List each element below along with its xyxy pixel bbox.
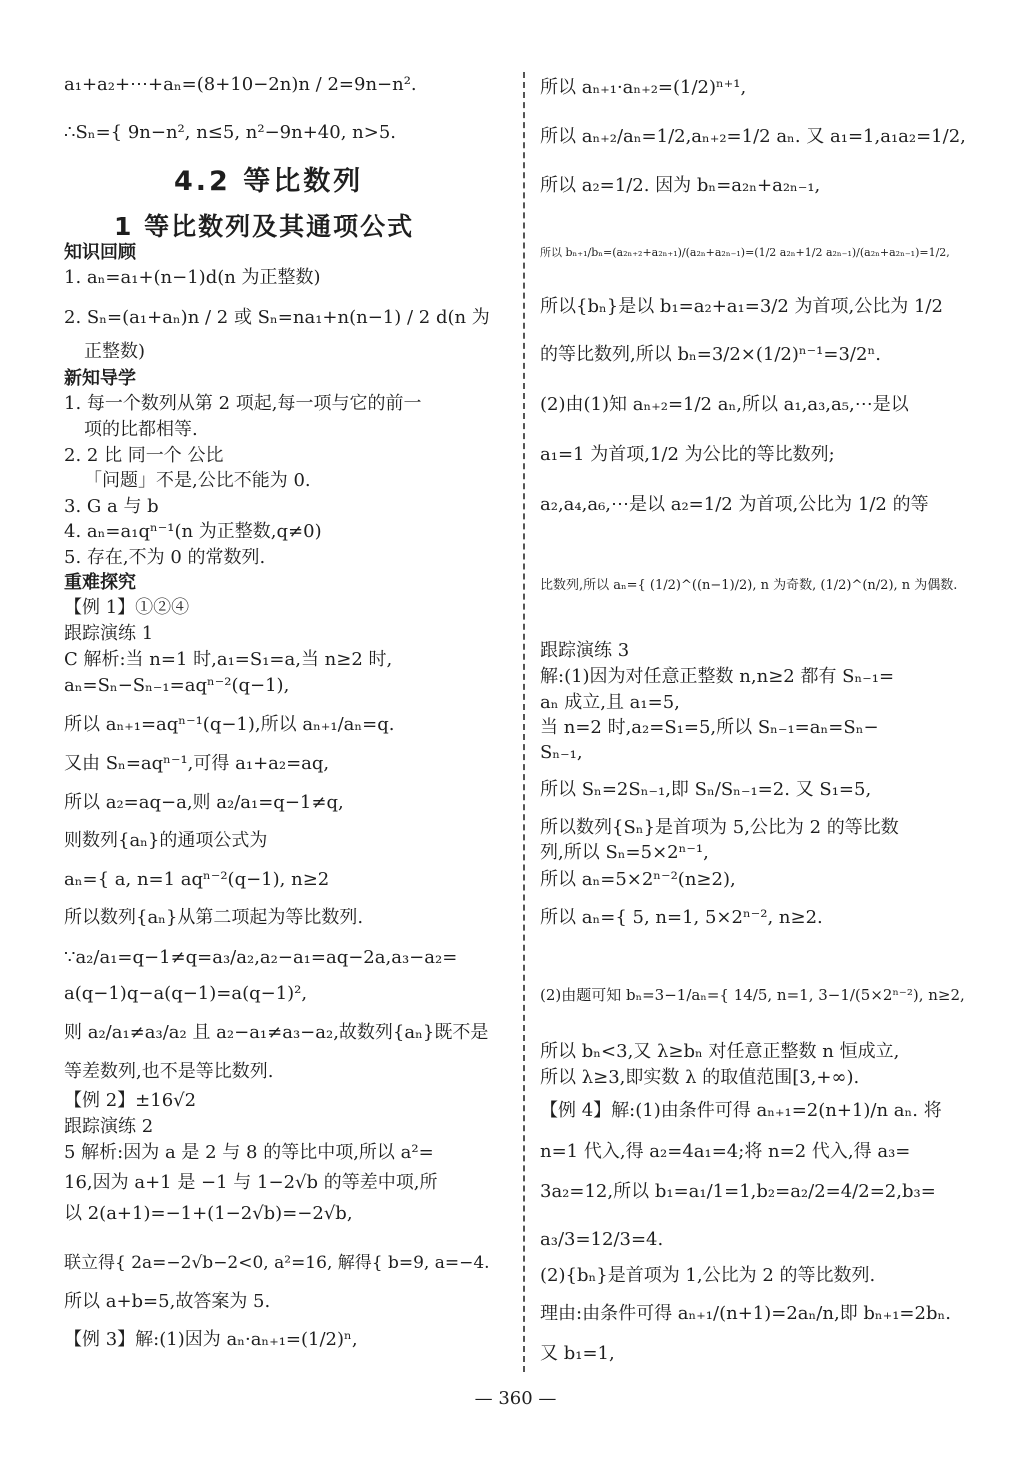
text-line: 3a₂=12,所以 b₁=a₁/1=1,b₂=a₂/2=4/2=2,b₃=: [540, 1181, 936, 1202]
section-title: 4.2 等比数列: [174, 166, 364, 197]
text-line: 所以 a₂=1/2. 因为 bₙ=a₂ₙ+a₂ₙ₋₁,: [540, 175, 821, 196]
text-line: 所以数列{Sₙ}是首项为 5,公比为 2 的等比数: [540, 817, 899, 838]
text-line: C 解析:当 n=1 时,a₁=S₁=a,当 n≥2 时,: [64, 649, 393, 670]
text-line: 跟踪演练 2: [64, 1116, 154, 1137]
text-line: 1. 每一个数列从第 2 项起,每一项与它的前一: [64, 393, 422, 414]
text-line: 跟踪演练 3: [540, 640, 630, 661]
text-line: 2. Sₙ=(a₁+aₙ)n / 2 或 Sₙ=na₁+n(n−1) / 2 d(n 为: [64, 307, 490, 328]
text-line: 则数列{aₙ}的通项公式为: [64, 830, 268, 851]
text-line: Sₙ₋₁,: [540, 742, 583, 763]
text-line: 所以 aₙ₊₁=aqⁿ⁻¹(q−1),所以 aₙ₊₁/aₙ=q.: [64, 714, 395, 735]
text-line: aₙ={ a, n=1 aqⁿ⁻²(q−1), n≥2: [64, 869, 330, 890]
text-line: 解:(1)因为对任意正整数 n,n≥2 都有 Sₙ₋₁=: [540, 666, 895, 687]
text-line: 所以 aₙ=5×2ⁿ⁻²(n≥2),: [540, 869, 736, 890]
text-line: 所以 Sₙ=2Sₙ₋₁,即 Sₙ/Sₙ₋₁=2. 又 S₁=5,: [540, 779, 872, 800]
text-line: 理由:由条件可得 aₙ₊₁/(n+1)=2aₙ/n,即 bₙ₊₁=2bₙ.: [540, 1303, 952, 1324]
text-line: 所以 aₙ₊₂/aₙ=1/2,aₙ₊₂=1/2 aₙ. 又 a₁=1,a₁a₂=1/2,: [540, 126, 966, 147]
text-line: 【例 1】①②④: [64, 597, 190, 618]
text-line: 以 2(a+1)=−1+(1−2√b)=−2√b,: [64, 1203, 353, 1224]
text-line: 又由 Sₙ=aqⁿ⁻¹,可得 a₁+a₂=aq,: [64, 753, 330, 774]
section-heading: 重难探究: [64, 572, 136, 593]
text-line: 又 b₁=1,: [540, 1343, 615, 1364]
text-line: 所以数列{aₙ}从第二项起为等比数列.: [64, 907, 364, 928]
text-line: 所以{bₙ}是以 b₁=a₂+a₁=3/2 为首项,公比为 1/2: [540, 296, 943, 317]
text-line: 【例 4】解:(1)由条件可得 aₙ₊₁=2(n+1)/n aₙ. 将: [540, 1100, 942, 1121]
text-line: 【例 3】解:(1)因为 aₙ·aₙ₊₁=(1/2)ⁿ,: [64, 1329, 358, 1350]
text-line: (2)由题可知 bₙ=3−1/aₙ={ 14/5, n=1, 3−1/(5×2ⁿ⁻²), n≥2,: [540, 986, 965, 1004]
text-line: 5. 存在,不为 0 的常数列.: [64, 547, 266, 568]
text-line: a₃/3=12/3=4.: [540, 1229, 664, 1250]
text-line: 所以 a+b=5,故答案为 5.: [64, 1291, 271, 1312]
text-line: ∴Sₙ={ 9n−n², n≤5, n²−9n+40, n>5.: [64, 122, 396, 143]
page-number: — 360 —: [474, 1388, 557, 1409]
text-line: 所以 a₂=aq−a,则 a₂/a₁=q−1≠q,: [64, 792, 344, 813]
text-line: ∵a₂/a₁=q−1≠q=a₃/a₂,a₂−a₁=aq−2a,a₃−a₂=: [64, 947, 458, 968]
text-line: (2){bₙ}是首项为 1,公比为 2 的等比数列.: [540, 1265, 876, 1286]
text-line: (2)由(1)知 aₙ₊₂=1/2 aₙ,所以 a₁,a₃,a₅,⋯是以: [540, 394, 909, 415]
text-line: n=1 代入,得 a₂=4a₁=4;将 n=2 代入,得 a₃=: [540, 1141, 911, 1162]
text-line: 所以 λ≥3,即实数 λ 的取值范围[3,+∞).: [540, 1067, 860, 1088]
text-line: 5 解析:因为 a 是 2 与 8 的等比中项,所以 a²=: [64, 1142, 434, 1163]
text-line: 【例 2】±16√2: [64, 1090, 197, 1111]
text-line: 跟踪演练 1: [64, 623, 154, 644]
text-line: 所以 aₙ₊₁·aₙ₊₂=(1/2)ⁿ⁺¹,: [540, 77, 747, 98]
text-line: aₙ 成立,且 a₁=5,: [540, 692, 680, 713]
text-line: 2. 2 比 同一个 公比: [64, 445, 224, 466]
text-line: 「问题」不是,公比不能为 0.: [84, 470, 311, 491]
text-line: 16,因为 a+1 是 −1 与 1−2√b 的等差中项,所: [64, 1172, 438, 1193]
text-line: 正整数): [84, 341, 146, 362]
text-line: 1. aₙ=a₁+(n−1)d(n 为正整数): [64, 267, 321, 288]
text-line: 当 n=2 时,a₂=S₁=5,所以 Sₙ₋₁=aₙ=Sₙ−: [540, 717, 879, 738]
text-line: 所以 bₙ₊₁/bₙ=(a₂ₙ₊₂+a₂ₙ₊₁)/(a₂ₙ+a₂ₙ₋₁)=(1/2 a₂ₙ+1/2 a₂ₙ₋₁)/(a₂ₙ+a₂ₙ₋₁)=1/2,: [540, 246, 950, 259]
text-line: 联立得{ 2a=−2√b−2<0, a²=16, 解得{ b=9, a=−4.: [64, 1253, 490, 1273]
text-line: 所以 bₙ<3,又 λ≥bₙ 对任意正整数 n 恒成立,: [540, 1041, 900, 1062]
text-line: 所以 aₙ={ 5, n=1, 5×2ⁿ⁻², n≥2.: [540, 907, 823, 928]
text-line: 3. G a 与 b: [64, 496, 159, 517]
text-line: a₂,a₄,a₆,⋯是以 a₂=1/2 为首项,公比为 1/2 的等: [540, 494, 929, 515]
section-heading: 新知导学: [64, 368, 136, 389]
text-line: 则 a₂/a₁≠a₃/a₂ 且 a₂−a₁≠a₃−a₂,故数列{aₙ}既不是: [64, 1022, 489, 1043]
text-line: aₙ=Sₙ−Sₙ₋₁=aqⁿ⁻²(q−1),: [64, 675, 290, 696]
text-line: 项的比都相等.: [84, 419, 198, 440]
text-line: a₁+a₂+⋯+aₙ=(8+10−2n)n / 2=9n−n².: [64, 74, 417, 95]
text-line: a(q−1)q−a(q−1)=a(q−1)²,: [64, 983, 308, 1004]
section-heading: 知识回顾: [64, 242, 136, 263]
text-line: 比数列,所以 aₙ={ (1/2)^((n−1)/2), n 为奇数, (1/2)^(n/2), n 为偶数.: [540, 578, 958, 593]
section-title: 1 等比数列及其通项公式: [114, 212, 415, 241]
column-divider: [523, 72, 525, 1372]
text-line: 列,所以 Sₙ=5×2ⁿ⁻¹,: [540, 842, 709, 863]
text-line: 等差数列,也不是等比数列.: [64, 1061, 274, 1082]
text-line: 4. aₙ=a₁qⁿ⁻¹(n 为正整数,q≠0): [64, 521, 322, 542]
text-line: 的等比数列,所以 bₙ=3/2×(1/2)ⁿ⁻¹=3/2ⁿ.: [540, 344, 881, 365]
text-line: a₁=1 为首项,1/2 为公比的等比数列;: [540, 444, 835, 465]
